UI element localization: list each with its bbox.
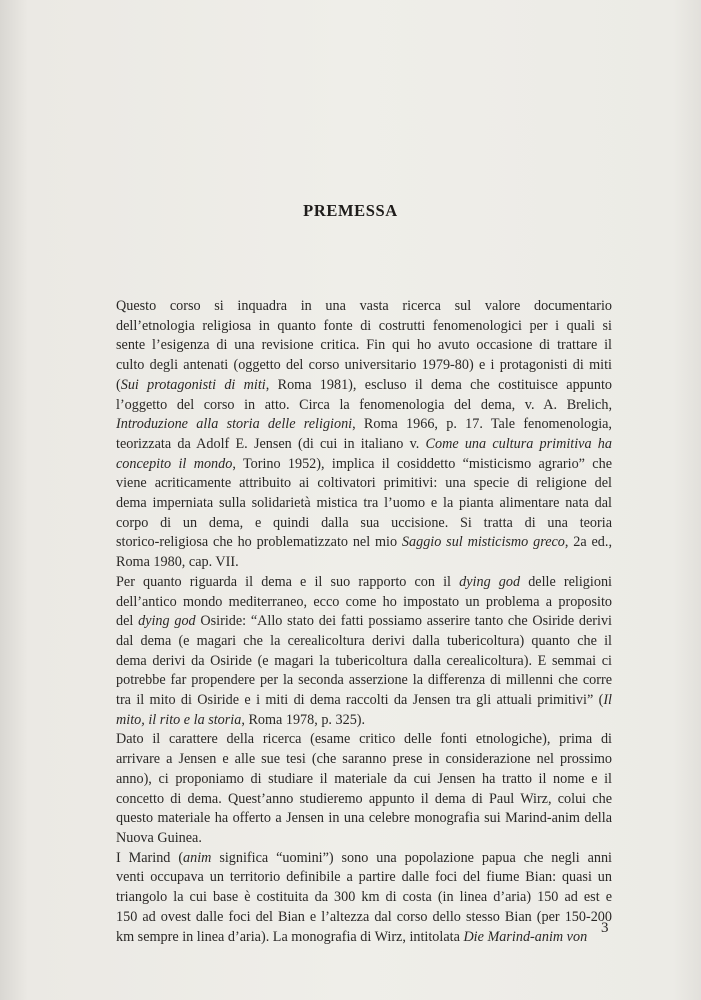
text-line: Roma 1980, cap. VII. (116, 554, 239, 571)
text-line: culto degli antenati (oggetto del corso universitario 1979-80) e i protagonisti di miti (116, 357, 612, 374)
text-line: potrebbe far propendere per la seconda asserzione la differenza di millenni che corre (116, 672, 612, 689)
paragraph (102, 730, 612, 848)
text-line: dell’antico mondo mediterraneo, ecco come ho impostato un problema a proposito (116, 593, 612, 610)
text-line: corpo di un dema, e quindi dalla sua uccisione. Si tratta di una teoria (116, 514, 612, 531)
text-line: km sempre in linea d’aria). La monografia di Wirz, intitolata Die Marind-anim von (116, 928, 588, 945)
text-line: Per quanto riguarda il dema e il suo rapporto con il dying god delle religioni (116, 573, 612, 590)
text-line: dema derivi da Osiride (e magari la tubericoltura dalla cerealicoltura). E semmai ci (116, 652, 612, 669)
text-line: viene acriticamente attribuito ai coltivatori primitivi: una specie di religione del (116, 475, 612, 492)
page-title: PREMESSA (303, 201, 398, 221)
text-line: teorizzata da Adolf E. Jensen (di cui in italiano v. Come una cultura primitiva ha (116, 435, 612, 452)
text-line: Introduzione alla storia delle religioni, Roma 1966, p. 17. Tale fenomenologia, (116, 416, 612, 433)
text-line: concetto di dema. Quest’anno studieremo appunto il dema di Paul Wirz, colui che (116, 790, 612, 807)
text-line: Questo corso si inquadra in una vasta ricerca sul valore documentario (116, 298, 612, 314)
text-line: Dato il carattere della ricerca (esame critico delle fonti etnologiche), prima di (116, 731, 612, 748)
text-line: tra il mito di Osiride e i miti di dema raccolti da Jensen tra gli attuali primitivi” (Il (116, 692, 612, 709)
text-line: triangolo la cui base è costituita da 300 km di costa (in linea d’aria) 150 ad est e (116, 889, 612, 906)
text-line: dal dema (e magari che la cerealicoltura derivi dalla tubericoltura) quanto che il (116, 632, 612, 649)
paragraph (102, 297, 612, 573)
text-line: 150 ad ovest dalle foci del Bian e l’altezza dal corso dello stesso Bian (per 150-200 (116, 908, 612, 925)
text-line: sente l’esigenza di una revisione critica. Fin qui ho avuto occasione di trattare il (116, 337, 612, 354)
text-line: venti occupava un territorio definibile a partire dalle foci del fiume Bian: quasi un (116, 869, 612, 886)
paragraph (102, 573, 612, 731)
paragraph (102, 849, 612, 948)
text-line: arrivare a Jensen e alle sue tesi (che saranno prese in considerazione nel prossimo (116, 751, 612, 768)
text-line: (Sui protagonisti di miti, Roma 1981), escluso il dema che costituisce appunto (116, 376, 612, 393)
text-line: dell’etnologia religiosa in quanto fonte di costrutti fenomenologici per i quali si (116, 317, 612, 334)
text-line: questo materiale ha offerto a Jensen in una celebre monografia sui Marind-anim della (116, 810, 612, 827)
text-line: Nuova Guinea. (116, 829, 202, 846)
text-line: anno), ci proponiamo di studiare il materiale da cui Jensen ha tratto il nome e il (116, 770, 612, 787)
text-line: l’oggetto del corso in atto. Circa la fenomenologia del dema, v. A. Brelich, (116, 396, 612, 413)
page-number: 3 (601, 920, 609, 936)
text-line: mito, il rito e la storia, Roma 1978, p. 325). (116, 711, 366, 728)
text-line: concepito il mondo, Torino 1952), implica il cosiddetto “misticismo agrario” che (116, 455, 612, 472)
text-line: I Marind (anim significa “uomini”) sono una popolazione papua che negli anni (116, 849, 612, 866)
text-line: del dying god Osiride: “Allo stato dei fatti possiamo asserire tanto che Osiride derivi (116, 613, 612, 630)
text-line: dema imperniata sulla solidarietà mistica tra l’uomo e la pianta alimentare nata dal (116, 495, 612, 512)
body-text (102, 297, 612, 947)
text-line: storico-religiosa che ho problematizzato nel mio Saggio sul misticismo greco, 2a ed., (116, 534, 612, 551)
